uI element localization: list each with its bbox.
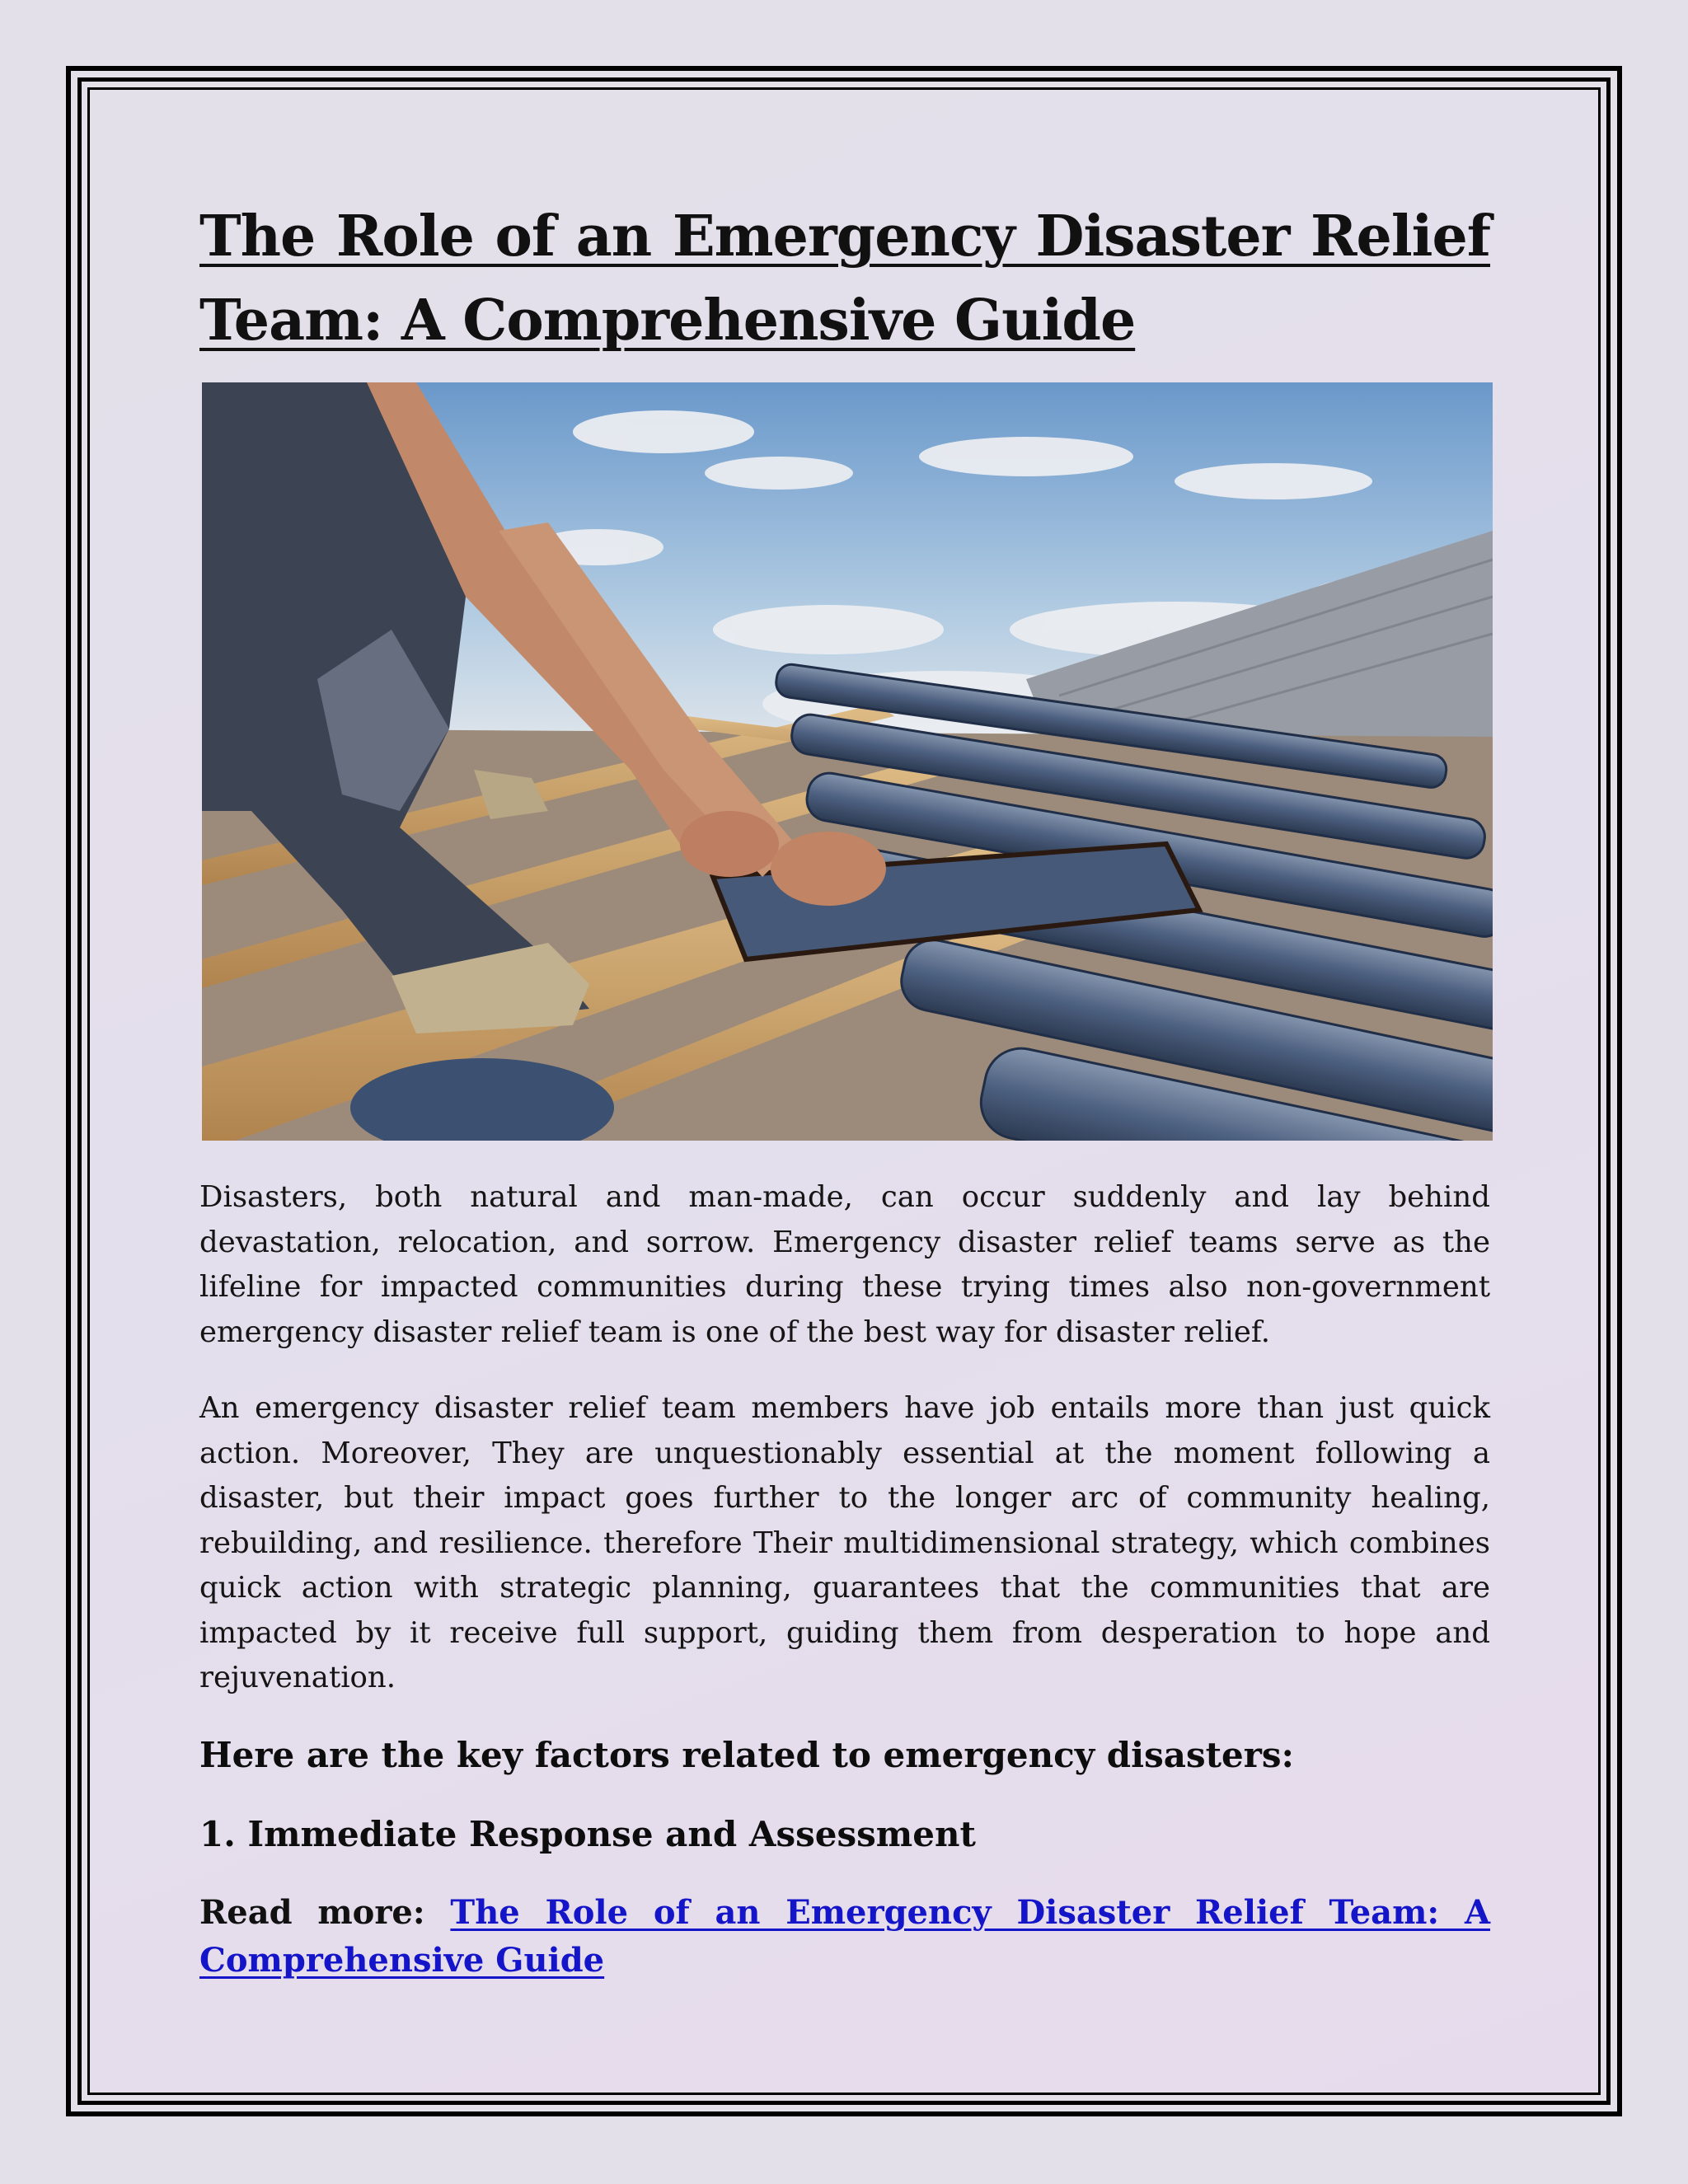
read-more-link[interactable]: The Role of an Emergency Disaster Relief Team: A Comprehensive Guide bbox=[199, 1892, 1490, 1980]
read-more-label: Read more: bbox=[199, 1892, 451, 1932]
hero-image bbox=[202, 382, 1493, 1141]
hero-photo-roofer-laying-tiles bbox=[202, 382, 1493, 1141]
article-content bbox=[199, 194, 1490, 1985]
intro-paragraph: Disasters, both natural and man-made, can occur suddenly and lay behind devastation, relocation, and sorrow. Emergency disaster relief teams serve as the lifeline for impacted communities during these trying times also non-government emergency disaster relief team is one of the best way for disaster relief. bbox=[199, 1180, 1490, 1349]
subheading-immediate-response: 1. Immediate Response and Assessment bbox=[199, 1813, 976, 1854]
body-paragraph: An emergency disaster relief team members have job entails more than just quick action. Moreover, They are unquestionably essential at the moment following a disaster, but their impact goes further to the longer arc of community healing, rebuilding, and resilience. therefore Their multidimensional strategy, which combines quick action with strategic planning, guarantees that the communities that are impacted by it receive full support, guiding them from desperation to hope and rejuvenation. bbox=[199, 1391, 1490, 1694]
article-title: The Role of an Emergency Disaster Relief Team: A Comprehensive Guide bbox=[199, 204, 1490, 354]
section-heading: Here are the key factors related to emergency disasters: bbox=[199, 1734, 1294, 1775]
read-more-line bbox=[199, 1889, 1490, 1985]
